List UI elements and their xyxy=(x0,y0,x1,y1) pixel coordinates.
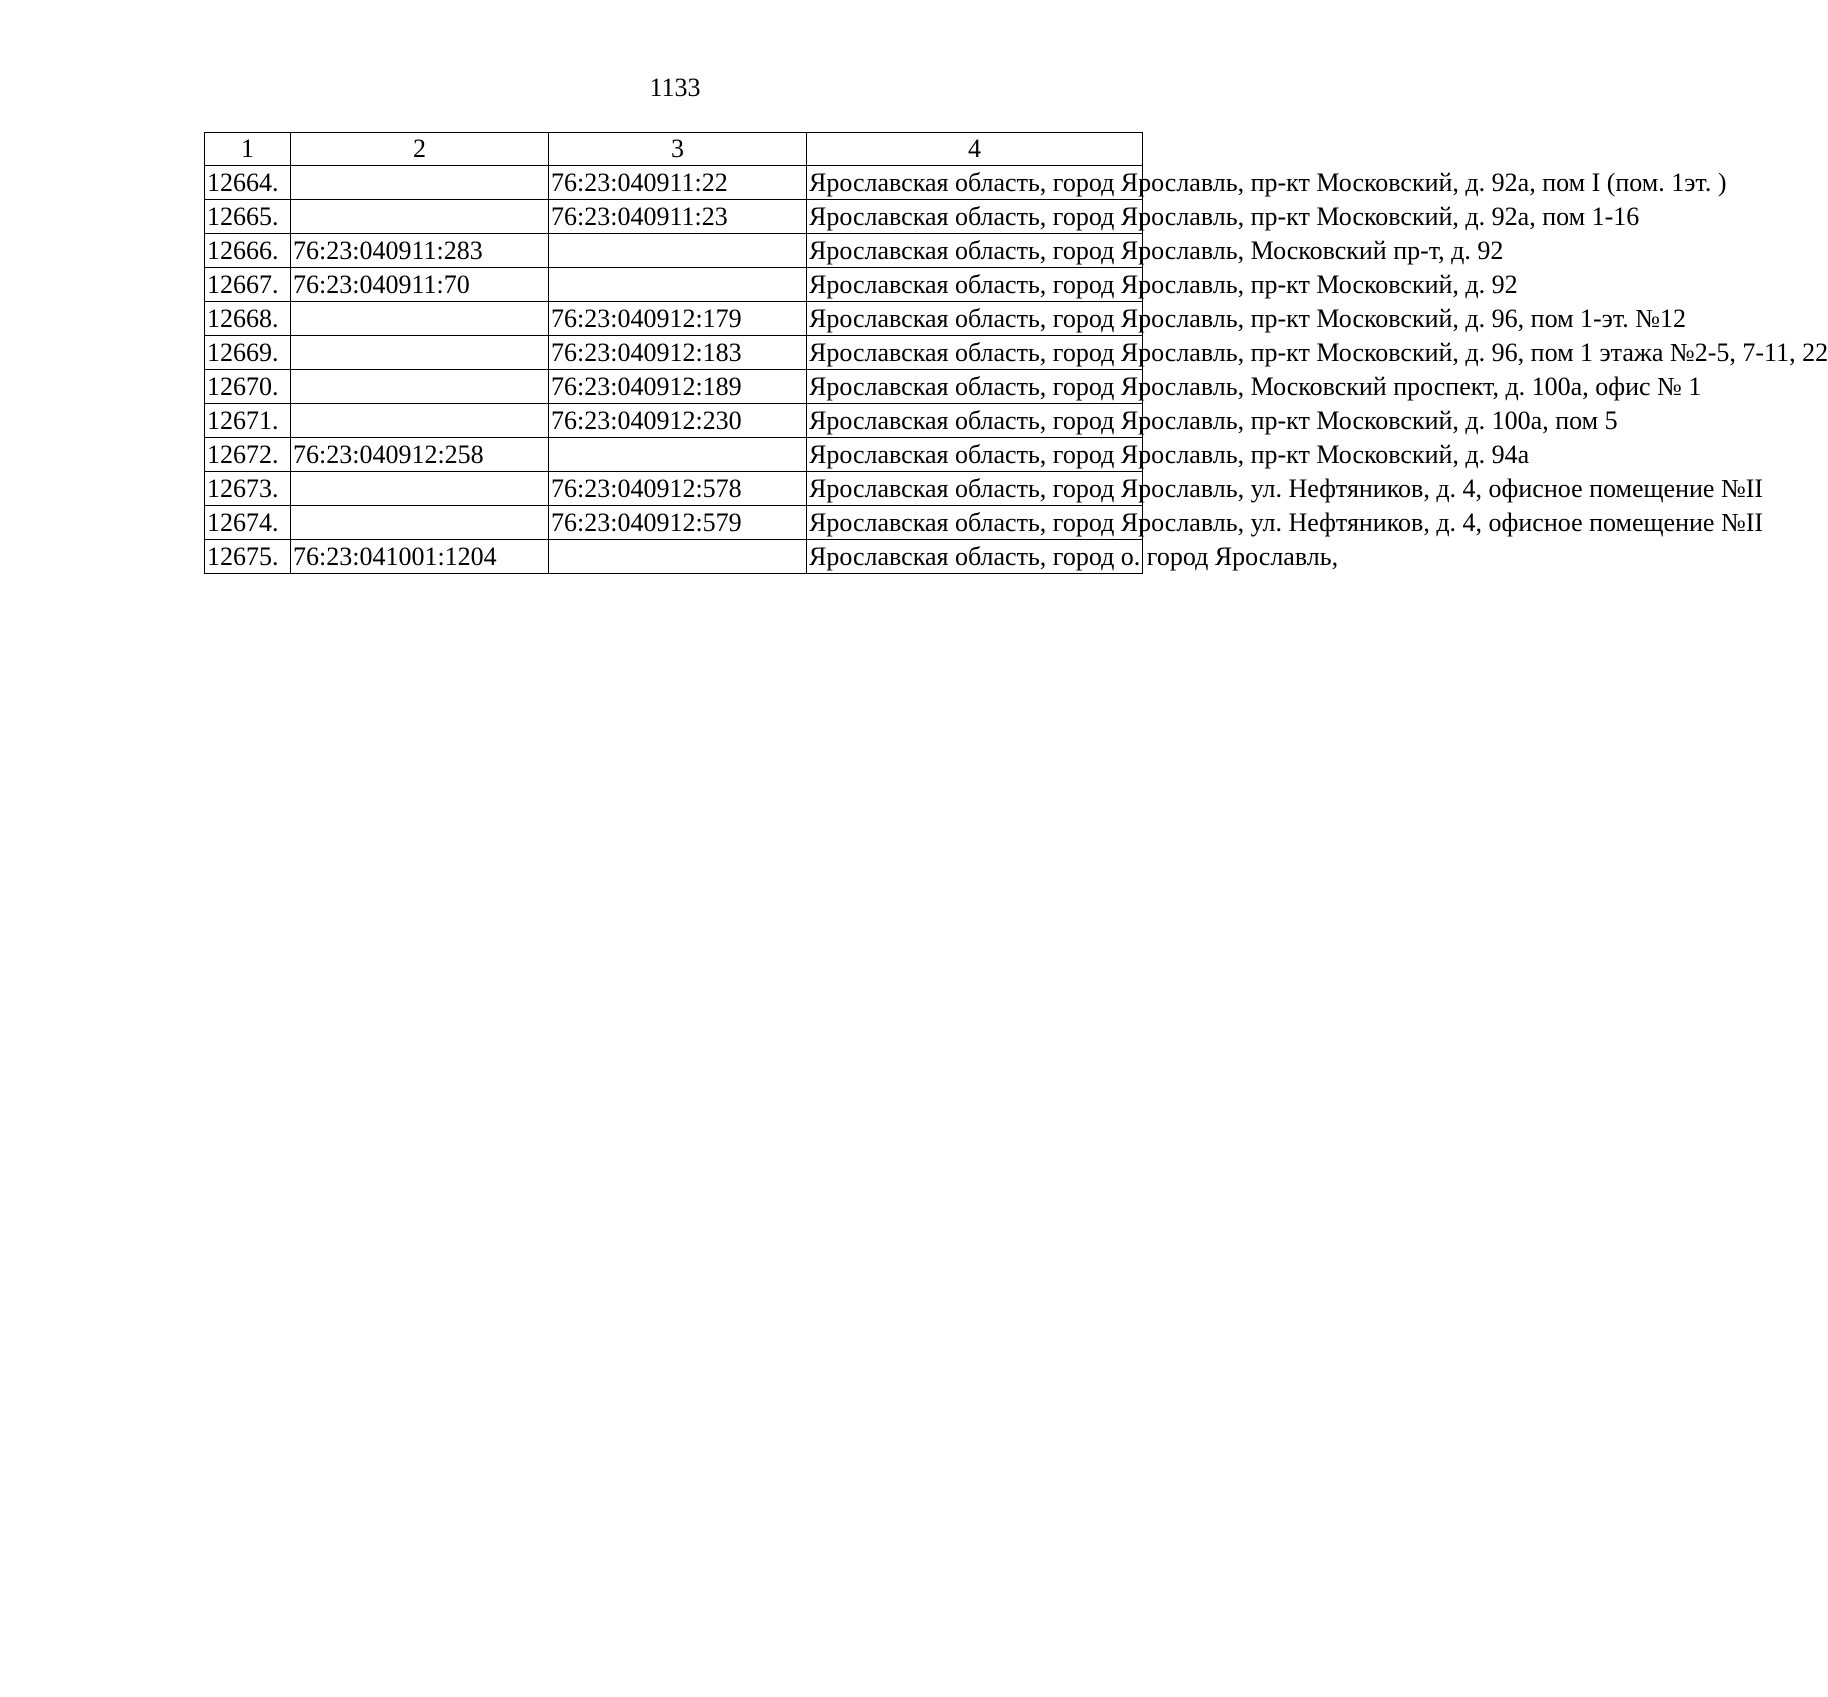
address-cell: Ярославская область, город Ярославль, пр-кт Московский, д. 100а, пом 5 xyxy=(807,404,1143,438)
address-cell: Ярославская область, город Ярославль, Московский пр-т, д. 92 xyxy=(807,234,1143,268)
table-row xyxy=(205,268,1143,302)
column-header-1: 1 xyxy=(205,133,291,166)
row-number-cell: 12667. xyxy=(205,268,291,302)
table-row xyxy=(205,166,1143,200)
column-3-cell: 76:23:040912:578 xyxy=(549,472,807,506)
column-2-cell: 76:23:040911:70 xyxy=(291,268,549,302)
registry-table xyxy=(204,132,1828,574)
column-2-cell: 76:23:040911:283 xyxy=(291,234,549,268)
row-number-cell: 12674. xyxy=(205,506,291,540)
column-3-cell: 76:23:040912:183 xyxy=(549,336,807,370)
column-3-cell: 76:23:040911:23 xyxy=(549,200,807,234)
row-number-cell: 12673. xyxy=(205,472,291,506)
column-3-cell xyxy=(549,234,807,268)
column-3-cell xyxy=(549,438,807,472)
address-cell: Ярославская область, город Ярославль, ул. Нефтяников, д. 4, офисное помещение №II xyxy=(807,506,1143,540)
table-row xyxy=(205,472,1143,506)
column-3-cell: 76:23:040912:230 xyxy=(549,404,807,438)
page-number: 1133 xyxy=(649,73,701,102)
table-row xyxy=(205,234,1143,268)
column-header-2: 2 xyxy=(291,133,549,166)
row-number-cell: 12665. xyxy=(205,200,291,234)
address-cell: Ярославская область, город Ярославль, пр-кт Московский, д. 92а, пом 1-16 xyxy=(807,200,1143,234)
column-3-cell: 76:23:040912:189 xyxy=(549,370,807,404)
address-cell: Ярославская область, город Ярославль, пр-кт Московский, д. 96, пом 1 этажа №2-5, 7-11, 22 xyxy=(807,336,1143,370)
row-number-cell: 12664. xyxy=(205,166,291,200)
column-3-cell: 76:23:040911:22 xyxy=(549,166,807,200)
table-row xyxy=(205,540,1143,574)
table-row xyxy=(205,438,1143,472)
address-cell: Ярославская область, город Ярославль, пр-кт Московский, д. 94а xyxy=(807,438,1143,472)
column-header-3: 3 xyxy=(549,133,807,166)
row-number-cell: 12671. xyxy=(205,404,291,438)
address-cell: Ярославская область, город о. город Ярославль, xyxy=(807,540,1143,574)
column-2-cell: 76:23:041001:1204 xyxy=(291,540,549,574)
table-header-row xyxy=(205,133,1143,166)
column-3-cell: 76:23:040912:579 xyxy=(549,506,807,540)
column-2-cell xyxy=(291,506,549,540)
column-3-cell xyxy=(549,268,807,302)
column-2-cell xyxy=(291,200,549,234)
table-row xyxy=(205,200,1143,234)
column-2-cell xyxy=(291,336,549,370)
column-2-cell xyxy=(291,166,549,200)
column-2-cell xyxy=(291,404,549,438)
column-3-cell: 76:23:040912:179 xyxy=(549,302,807,336)
row-number-cell: 12668. xyxy=(205,302,291,336)
table-row xyxy=(205,336,1143,370)
address-cell: Ярославская область, город Ярославль, пр-кт Московский, д. 92 xyxy=(807,268,1143,302)
table-row xyxy=(205,302,1143,336)
row-number-cell: 12669. xyxy=(205,336,291,370)
address-cell: Ярославская область, город Ярославль, пр-кт Московский, д. 96, пом 1-эт. №12 xyxy=(807,302,1143,336)
column-3-cell xyxy=(549,540,807,574)
address-cell: Ярославская область, город Ярославль, пр-кт Московский, д. 92а, пом I (пом. 1эт. ) xyxy=(807,166,1143,200)
column-2-cell xyxy=(291,302,549,336)
table-row xyxy=(205,506,1143,540)
row-number-cell: 12672. xyxy=(205,438,291,472)
column-2-cell: 76:23:040912:258 xyxy=(291,438,549,472)
address-cell: Ярославская область, город Ярославль, ул. Нефтяников, д. 4, офисное помещение №II xyxy=(807,472,1143,506)
column-header-4: 4 xyxy=(807,133,1143,166)
row-number-cell: 12675. xyxy=(205,540,291,574)
table-row xyxy=(205,404,1143,438)
row-number-cell: 12670. xyxy=(205,370,291,404)
address-cell: Ярославская область, город Ярославль, Московский проспект, д. 100а, офис № 1 xyxy=(807,370,1143,404)
column-2-cell xyxy=(291,472,549,506)
table-body xyxy=(205,166,1828,574)
row-number-cell: 12666. xyxy=(205,234,291,268)
table-row xyxy=(205,370,1143,404)
column-2-cell xyxy=(291,370,549,404)
